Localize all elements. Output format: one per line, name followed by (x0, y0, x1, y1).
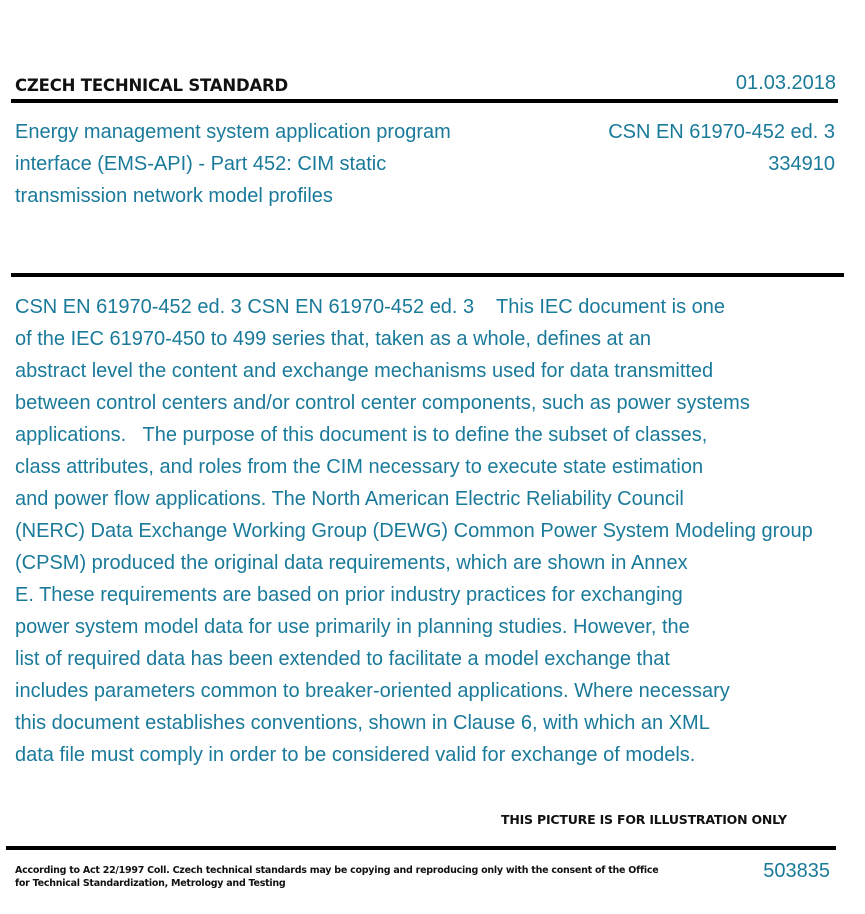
classification-code: 334910 (768, 153, 835, 175)
abstract-line: abstract level the content and exchange mechanisms used for data transmitted (15, 360, 714, 382)
document-title-line: Energy management system application program (15, 121, 451, 143)
copyright-line: According to Act 22/1997 Coll. Czech technical standards may be copying and reproducing only with the consent of the Office (15, 865, 659, 876)
abstract-line: (CPSM) produced the original data requirements, which are shown in Annex (15, 552, 688, 574)
abstract-line: of the IEC 61970-450 to 499 series that, taken as a whole, defines at an (15, 328, 651, 350)
document-title (15, 116, 515, 212)
abstract-line: (NERC) Data Exchange Working Group (DEWG) Common Power System Modeling group (15, 520, 813, 542)
copyright-line: for Technical Standardization, Metrology and Testing (15, 878, 286, 889)
footer-divider (6, 846, 836, 850)
standard-type-heading: CZECH TECHNICAL STANDARD (15, 76, 289, 95)
header-divider (11, 99, 838, 103)
abstract-line: between control centers and/or control center components, such as power systems (15, 392, 750, 414)
abstract-line: list of required data has been extended to facilitate a model exchange that (15, 648, 670, 670)
abstract-line: includes parameters common to breaker-oriented applications. Where necessary (15, 680, 730, 702)
abstract-line: class attributes, and roles from the CIM necessary to execute state estimation (15, 456, 704, 478)
abstract-line: CSN EN 61970-452 ed. 3 CSN EN 61970-452 ed. 3 This IEC document is one (15, 296, 726, 318)
publication-date: 01.03.2018 (735, 72, 836, 94)
abstract-text (15, 291, 865, 771)
document-title-line: transmission network model profiles (15, 185, 333, 207)
document-title-line: interface (EMS-API) - Part 452: CIM static (15, 153, 387, 175)
copyright-notice (15, 864, 659, 890)
standard-code: CSN EN 61970-452 ed. 3 (608, 121, 835, 143)
abstract-line: applications. The purpose of this document is to define the subset of classes, (15, 424, 708, 446)
abstract-line: and power flow applications. The North American Electric Reliability Council (15, 488, 684, 510)
title-divider (11, 273, 844, 277)
abstract-line: power system model data for use primarily in planning studies. However, the (15, 616, 690, 638)
abstract-line: data file must comply in order to be considered valid for exchange of models. (15, 744, 696, 766)
document-codes (608, 116, 835, 180)
illustration-disclaimer: THIS PICTURE IS FOR ILLUSTRATION ONLY (501, 812, 787, 827)
abstract-line: this document establishes conventions, shown in Clause 6, with which an XML (15, 712, 710, 734)
catalog-number: 503835 (763, 860, 830, 882)
abstract-line: E. These requirements are based on prior industry practices for exchanging (15, 584, 683, 606)
